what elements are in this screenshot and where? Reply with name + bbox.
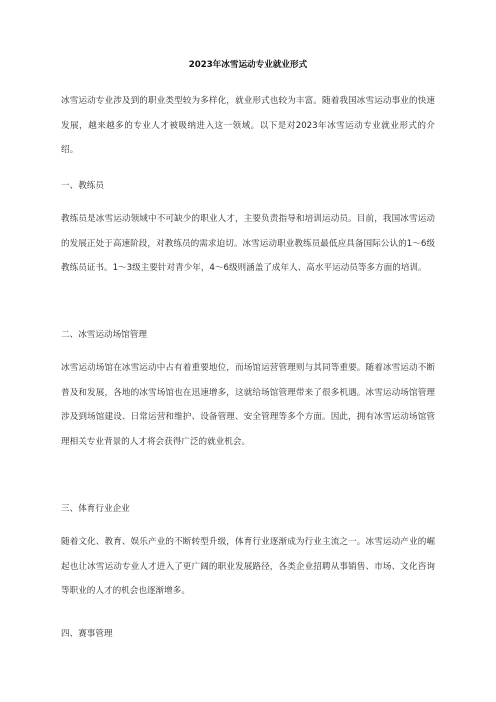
section-heading-sports-enterprise: 三、体育行业企业 [61,504,130,514]
section-heading-coach: 一、教练员 [61,181,104,191]
document-title: 2023年冰雪运动专业就业形式 [188,60,308,70]
section-body-coach: 教练员是冰雪运动领域中不可缺少的职业人才，主要负责指导和培训运动员。目前，我国冰雪运动的发展正处于高速阶段，对教练员的需求迫切。冰雪运动职业教练员最低应具备国际公认的1～6级教练员证书。1～3级主要针对青少年，4～6级则涵盖了成年人、高水平运动员等多方面的培训。 [61,214,435,273]
section-heading-event-management: 四、赛事管理 [61,629,113,639]
section-body-sports-enterprise: 随着文化、教育、娱乐产业的不断转型升级，体育行业逐渐成为行业主流之一。冰雪运动产业的崛起也让冰雪运动专业人才进入了更广阔的职业发展路径，各类企业招聘从事销售、市场、文化咨询等职业的人才的机会也逐渐增多。 [61,537,435,596]
section-body-venue-management: 冰雪运动场馆在冰雪运动中占有着重要地位，而场馆运营管理则与其同等重要。随着冰雪运动不断普及和发展，各地的冰雪场馆也在迅速增多，这就给场馆管理带来了很多机遇。冰雪运动场馆管理涉及到场馆建设、日常运营和维护、设备管理、安全管理等多个方面。因此，拥有冰雪运动场馆管理相关专业背景的人才将会获得广泛的就业机会。 [61,363,435,447]
intro-paragraph: 冰雪运动专业涉及到的职业类型较为多样化，就业形式也较为丰富。随着我国冰雪运动事业的快速发展，越来越多的专业人才被吸纳进入这一领域。以下是对2023年冰雪运动专业就业形式的介绍。 [61,96,435,155]
section-heading-venue-management: 二、冰雪运动场馆管理 [61,330,147,340]
